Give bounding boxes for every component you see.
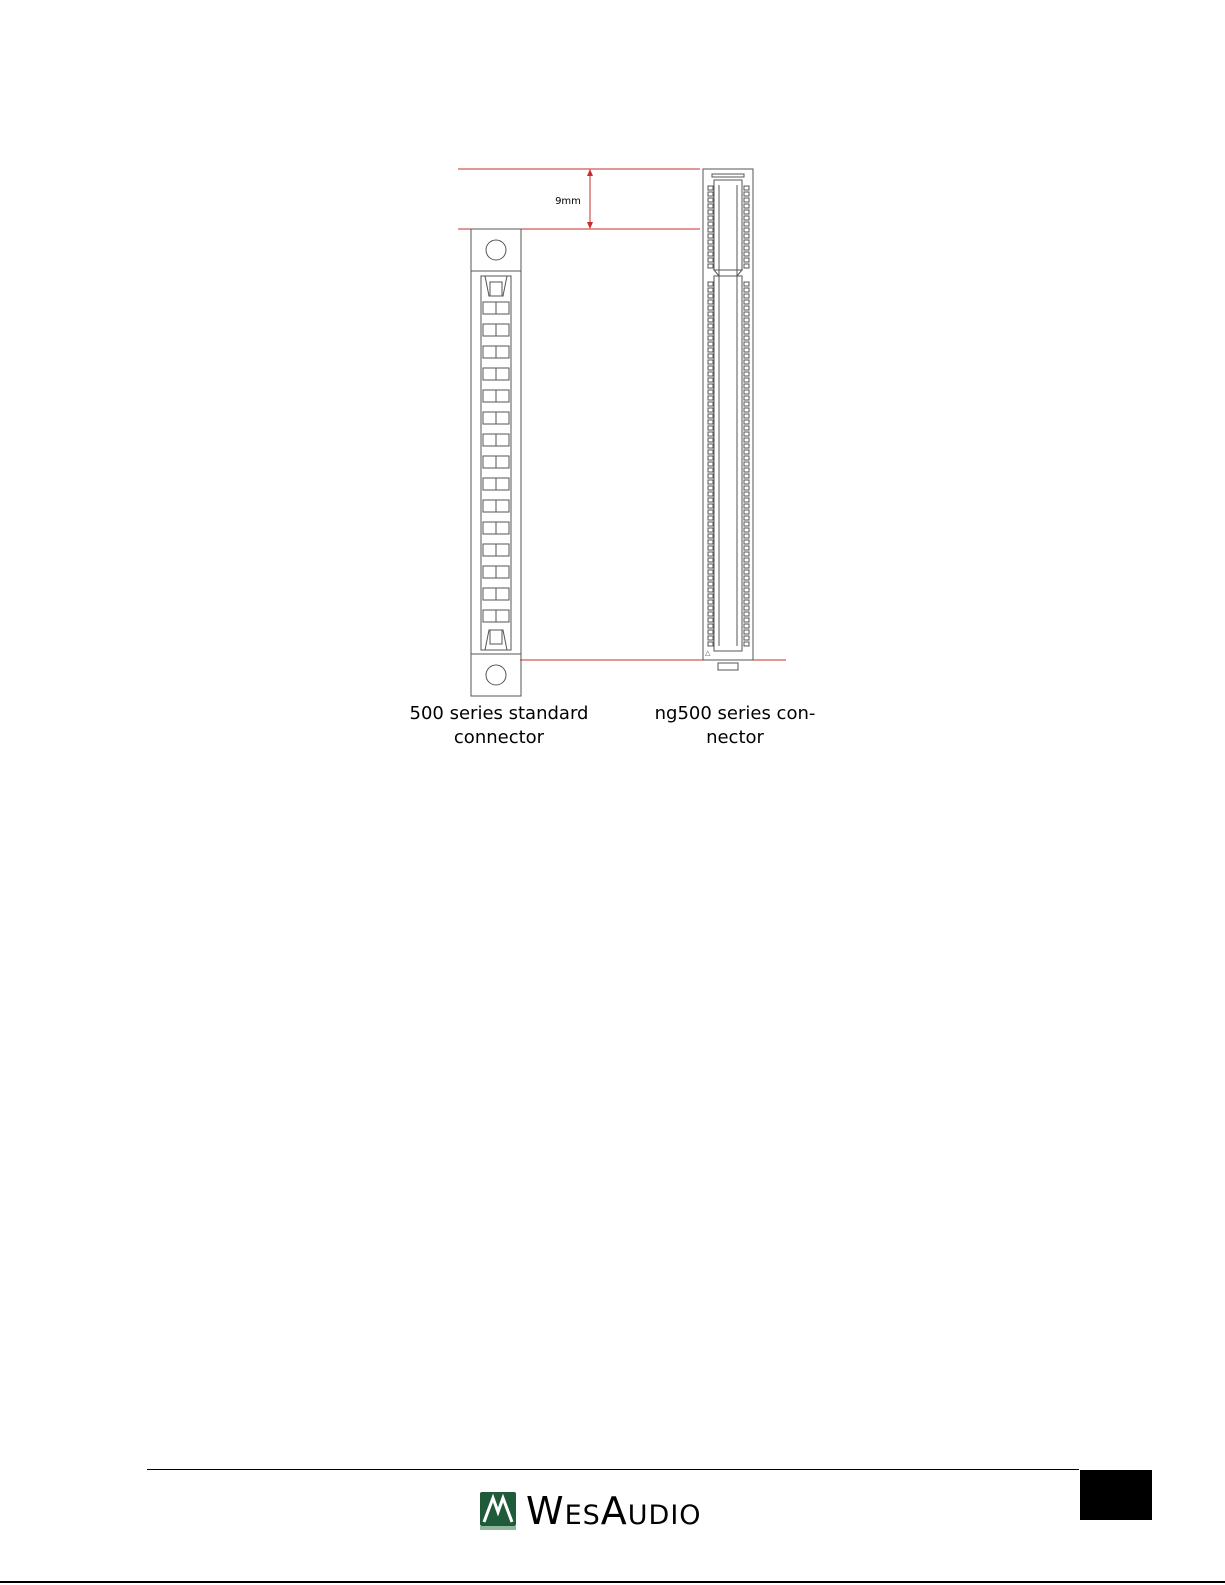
ng500-pin bbox=[708, 198, 713, 202]
wesaudio-logo-icon bbox=[480, 1492, 516, 1530]
ng500-pin bbox=[744, 390, 749, 394]
ng500-pin bbox=[708, 390, 713, 394]
brand-name: WesAudio bbox=[526, 1489, 702, 1533]
ng500-connector-caption: ng500 series con- nector bbox=[654, 703, 816, 748]
ng500-pin bbox=[708, 576, 713, 580]
ng500-pin bbox=[708, 486, 713, 490]
ng500-pin bbox=[708, 324, 713, 328]
ng500-pin bbox=[708, 558, 713, 562]
ng500-pin bbox=[744, 492, 749, 496]
ng500-pin bbox=[744, 366, 749, 370]
ng500-pin bbox=[744, 354, 749, 358]
ng500-pin bbox=[708, 642, 713, 646]
ng500-pin bbox=[744, 384, 749, 388]
ng500-pin bbox=[708, 624, 713, 628]
ng500-pin bbox=[744, 564, 749, 568]
ng500-pin bbox=[744, 426, 749, 430]
ng500-pin bbox=[708, 336, 713, 340]
ng500-pin bbox=[708, 378, 713, 382]
ng500-pin bbox=[708, 504, 713, 508]
ng500-pin bbox=[744, 558, 749, 562]
ng500-pin bbox=[744, 282, 749, 286]
ng500-pin bbox=[708, 354, 713, 358]
ng500-pin bbox=[708, 480, 713, 484]
ng500-pin bbox=[708, 600, 713, 604]
ng500-pin bbox=[708, 294, 713, 298]
ng500-pin bbox=[708, 366, 713, 370]
ng500-pin bbox=[744, 546, 749, 550]
ng500-pin bbox=[744, 594, 749, 598]
ng500-pin bbox=[708, 630, 713, 634]
ng500-pin bbox=[744, 498, 749, 502]
footer-divider bbox=[147, 1469, 1079, 1470]
ng500-pin bbox=[744, 522, 749, 526]
ng500-pin bbox=[744, 402, 749, 406]
ng500-pin bbox=[744, 330, 749, 334]
ng500-pin bbox=[708, 546, 713, 550]
ng500-pin bbox=[744, 456, 749, 460]
ng500-pin bbox=[708, 444, 713, 448]
ng500-pin bbox=[744, 240, 749, 244]
ng500-pin bbox=[708, 402, 713, 406]
page-bottom-border bbox=[0, 1581, 1225, 1583]
ng500-pin bbox=[744, 348, 749, 352]
ng500-pin bbox=[744, 192, 749, 196]
ng500-pin bbox=[708, 618, 713, 622]
ng500-pin bbox=[708, 240, 713, 244]
ng500-pin bbox=[708, 222, 713, 226]
ng500-pin bbox=[744, 216, 749, 220]
ng500-pin bbox=[744, 438, 749, 442]
ng500-pin bbox=[708, 252, 713, 256]
ng500-pin bbox=[708, 612, 713, 616]
ng500-pin bbox=[708, 312, 713, 316]
ng500-pin bbox=[744, 618, 749, 622]
ng500-pin bbox=[744, 552, 749, 556]
ng500-pin bbox=[744, 468, 749, 472]
ng500-pin bbox=[708, 372, 713, 376]
ng500-pin bbox=[708, 414, 713, 418]
ng500-pin bbox=[708, 408, 713, 412]
ng500-pin bbox=[708, 498, 713, 502]
ng500-pin bbox=[708, 432, 713, 436]
ng500-pin bbox=[744, 234, 749, 238]
ng500-pin bbox=[744, 444, 749, 448]
ng500-pin bbox=[744, 630, 749, 634]
ng500-pin bbox=[744, 222, 749, 226]
ng500-pin bbox=[744, 582, 749, 586]
ng500-pin bbox=[708, 288, 713, 292]
ng500-pin bbox=[744, 414, 749, 418]
ng500-pin bbox=[744, 450, 749, 454]
ng500-pin bbox=[744, 420, 749, 424]
ng500-pin bbox=[708, 564, 713, 568]
ng500-pin bbox=[744, 378, 749, 382]
ng500-pin bbox=[744, 588, 749, 592]
ng500-pin bbox=[744, 198, 749, 202]
ng500-pin bbox=[708, 420, 713, 424]
connector-comparison-figure bbox=[0, 0, 1225, 780]
ng500-pin bbox=[708, 186, 713, 190]
ng500-pin bbox=[744, 300, 749, 304]
ng500-pin bbox=[744, 516, 749, 520]
ng500-pin bbox=[708, 360, 713, 364]
ng500-pin bbox=[744, 570, 749, 574]
ng500-pin bbox=[744, 264, 749, 268]
ng500-pin bbox=[744, 642, 749, 646]
dimension-arrow-head-top bbox=[587, 169, 593, 176]
wesaudio-logo bbox=[480, 1488, 702, 1534]
ng500-pin bbox=[744, 600, 749, 604]
mounting-hole-bottom bbox=[486, 665, 506, 685]
ng500-pin bbox=[708, 450, 713, 454]
ng500-pin bbox=[708, 516, 713, 520]
ng500-pin bbox=[744, 534, 749, 538]
ng500-pin bbox=[744, 510, 749, 514]
pin-one-marker: △ bbox=[705, 649, 711, 657]
ng500-pin bbox=[708, 582, 713, 586]
ng500-pin bbox=[708, 204, 713, 208]
ng500-pin bbox=[744, 288, 749, 292]
dimension-label: 9mm bbox=[555, 196, 581, 207]
ng500-pin bbox=[744, 636, 749, 640]
ng500-pin bbox=[744, 294, 749, 298]
ng500-pin bbox=[708, 468, 713, 472]
ng500-pin bbox=[708, 510, 713, 514]
connector-drawing bbox=[0, 0, 1225, 780]
ng500-pin bbox=[744, 228, 749, 232]
ng500-pin bbox=[708, 636, 713, 640]
ng500-pin bbox=[744, 528, 749, 532]
ng500-pin bbox=[744, 486, 749, 490]
ng500-pin bbox=[708, 594, 713, 598]
ng500-pin bbox=[708, 492, 713, 496]
ng500-pin bbox=[708, 606, 713, 610]
ng500-pin bbox=[744, 540, 749, 544]
ng500-pin bbox=[708, 462, 713, 466]
ng500-pin bbox=[744, 186, 749, 190]
ng500-pin bbox=[744, 396, 749, 400]
ng500-pin bbox=[708, 216, 713, 220]
ng500-pin bbox=[744, 258, 749, 262]
page-number-box bbox=[1080, 1470, 1152, 1520]
ng500-pin bbox=[744, 432, 749, 436]
ng500-pin bbox=[708, 210, 713, 214]
ng500-pin bbox=[708, 426, 713, 430]
ng500-pin bbox=[708, 540, 713, 544]
ng500-pin bbox=[708, 528, 713, 532]
ng500-pin bbox=[744, 480, 749, 484]
ng500-pin bbox=[708, 330, 713, 334]
ng500-pin bbox=[744, 210, 749, 214]
ng500-pin bbox=[744, 246, 749, 250]
ng500-pin bbox=[708, 318, 713, 322]
ng500-pin bbox=[744, 624, 749, 628]
ng500-pin bbox=[744, 318, 749, 322]
ng500-pin bbox=[708, 552, 713, 556]
ng500-pin bbox=[708, 534, 713, 538]
ng500-pin bbox=[744, 306, 749, 310]
dimension-arrow-head-bottom bbox=[587, 222, 593, 229]
ng500-pin bbox=[744, 312, 749, 316]
ng500-pin bbox=[744, 576, 749, 580]
ng500-pin bbox=[708, 228, 713, 232]
standard-500-connector bbox=[471, 229, 521, 696]
ng500-pin bbox=[744, 336, 749, 340]
ng500-pin bbox=[708, 282, 713, 286]
ng500-pin bbox=[708, 192, 713, 196]
ng500-pin bbox=[744, 372, 749, 376]
ng500-pin bbox=[708, 300, 713, 304]
ng500-pin bbox=[708, 306, 713, 310]
standard-connector-pins bbox=[483, 302, 509, 622]
ng500-pin bbox=[708, 438, 713, 442]
mounting-hole-top bbox=[486, 240, 506, 260]
ng500-pin bbox=[744, 252, 749, 256]
ng500-pin bbox=[744, 606, 749, 610]
ng500-pin bbox=[744, 474, 749, 478]
ng500-pin bbox=[744, 204, 749, 208]
ng500-pin bbox=[708, 522, 713, 526]
ng500-pin bbox=[744, 342, 749, 346]
ng500-pin bbox=[708, 348, 713, 352]
ng500-pin bbox=[744, 408, 749, 412]
ng500-pin bbox=[708, 456, 713, 460]
ng500-pin bbox=[744, 462, 749, 466]
ng500-pin bbox=[708, 258, 713, 262]
standard-connector-caption: 500 series standard connector bbox=[409, 703, 589, 748]
ng500-pin bbox=[744, 360, 749, 364]
ng500-pin bbox=[708, 570, 713, 574]
ng500-pin bbox=[708, 342, 713, 346]
ng500-pin bbox=[708, 264, 713, 268]
ng500-pin bbox=[708, 588, 713, 592]
ng500-pin bbox=[708, 396, 713, 400]
ng500-pin bbox=[708, 234, 713, 238]
ng500-pin bbox=[744, 612, 749, 616]
ng500-pin bbox=[708, 384, 713, 388]
ng500-pin bbox=[708, 474, 713, 478]
ng500-pin bbox=[744, 324, 749, 328]
ng500-connector bbox=[703, 169, 753, 670]
ng500-pin bbox=[708, 246, 713, 250]
ng500-pin bbox=[744, 504, 749, 508]
